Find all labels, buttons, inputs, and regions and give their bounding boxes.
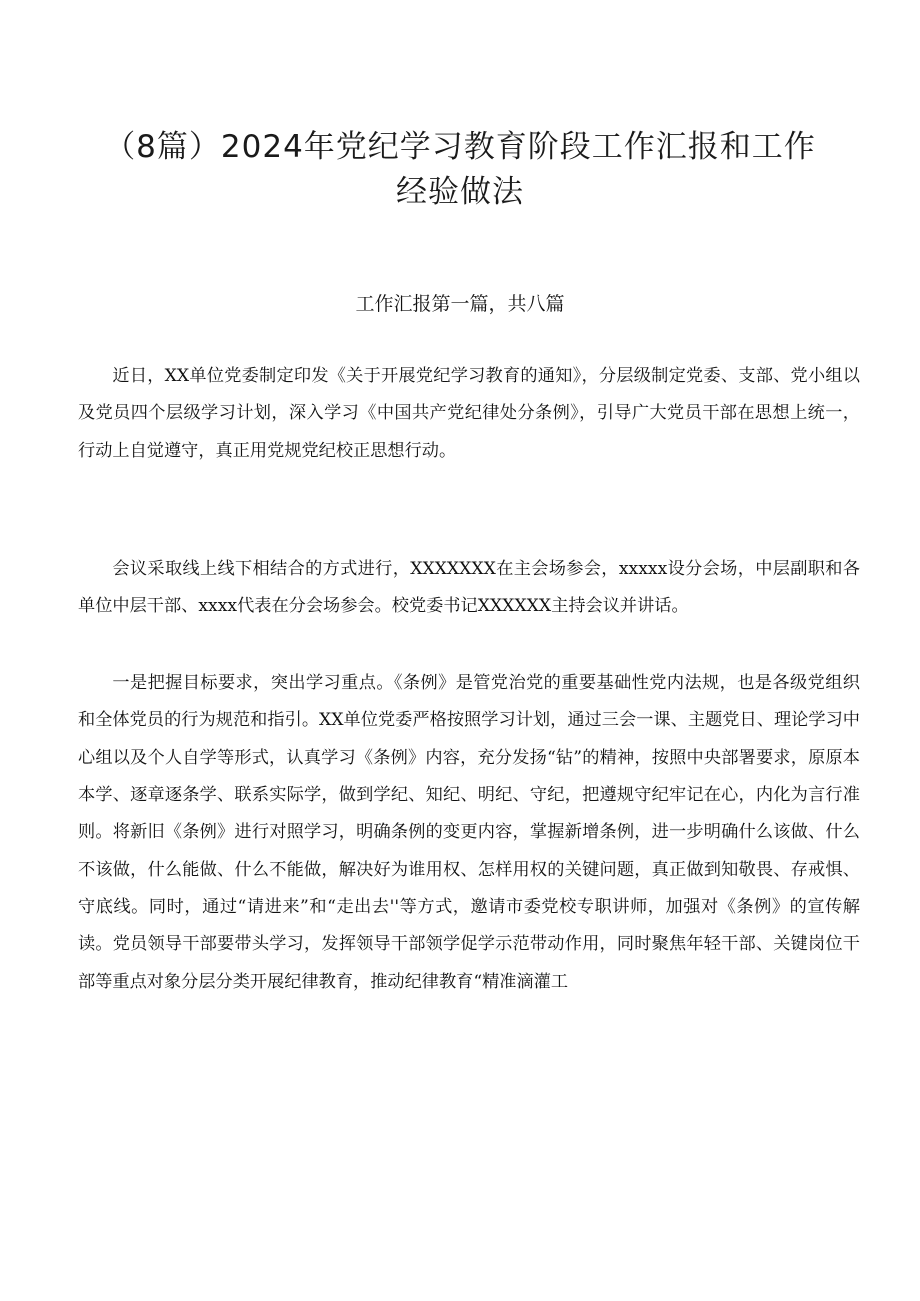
paragraph-3: 一是把握目标要求，突出学习重点。《条例》是管党治党的重要基础性党内法规，也是各级党组织和全体党员的行为规范和指引。XX单位党委严格按照学习计划，通过三会一课、主题党日、理论学习中心组以及个人自学等形式，认真学习《条例》内容，充分发扬“钻”的精神，按照中央部署要求，原原本本学、逐章逐条学、联系实际学，做到学纪、知纪、明纪、守纪，把遵规守纪牢记在心，内化为言行准则。将新旧《条例》进行对照学习，明确条例的变更内容，掌握新增条例，进一步明确什么该做、什么不该做，什么能做、什么不能做，解决好为谁用权、怎样用权的关键问题，真正做到知敬畏、存戒惧、守底线。同时，通过“请进来”和“走出去''等方式，邀请市委党校专职讲师，加强对《条例》的宣传解读。党员领导干部要带头学习，发挥领导干部领学促学示范带动作用，同时聚焦年轻干部、关键岗位干部等重点对象分层分类开展纪律教育，推动纪律教育“精准滴灌工 [78,673,860,992]
paragraph-1: 近日，XX单位党委制定印发《关于开展党纪学习教育的通知》，分层级制定党委、支部、党小组以及党员四个层级学习计划，深入学习《中国共产党纪律处分条例》，引导广大党员干部在思想上统一，行动上自觉遵守，真正用党规党纪校正思想行动。 [78,366,860,461]
document-title-line-1: （8篇）2024年党纪学习教育阶段工作汇报和工作 [104,129,816,165]
paragraph-2: 会议采取线上线下相结合的方式进行，XXXXXXX在主会场参会，xxxxx设分会场，中层副职和各单位中层干部、xxxx代表在分会场参会。校党委书记XXXXXX主持会议并讲话。 [78,559,860,617]
document-title-line-2: 经验做法 [396,174,524,210]
section-subtitle: 工作汇报第一篇，共八篇 [355,293,565,315]
